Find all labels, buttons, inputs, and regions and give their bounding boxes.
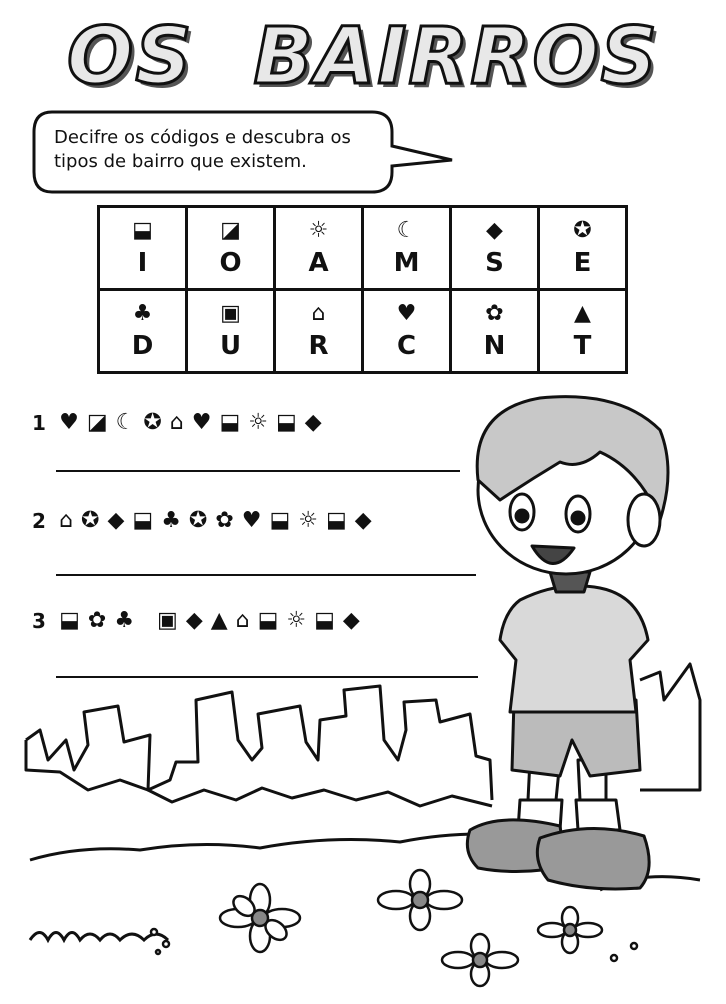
flowers	[151, 870, 637, 986]
cipher-letter: N	[483, 331, 506, 361]
cipher-cell	[187, 290, 275, 373]
cipher-cell	[363, 290, 451, 373]
cipher-letter: U	[219, 331, 242, 361]
boy-character	[467, 397, 668, 889]
puzzle-2	[32, 508, 380, 533]
heart-icon: ♥	[396, 301, 417, 326]
cipher-letter: E	[573, 248, 592, 278]
diagonal-square-icon: ◪	[220, 218, 241, 243]
half-filled-square-icon: ⬓	[132, 218, 153, 243]
cipher-cell	[363, 207, 451, 290]
puzzle-1	[32, 410, 330, 435]
cipher-table	[97, 205, 628, 374]
cipher-letter: M	[393, 248, 420, 278]
title-word-os: OS	[67, 12, 194, 102]
cipher-cell	[187, 207, 275, 290]
puzzle-number: 3	[32, 608, 46, 633]
page-title	[0, 12, 726, 102]
illustration	[0, 380, 726, 1004]
instruction-text: Decifre os códigos e descubra os tipos de bairro que existem.	[54, 127, 351, 172]
puzzle-code: ⬓✿♣ ▣◆▲⌂⬓☼⬓◆	[59, 608, 368, 633]
cipher-letter: R	[308, 331, 329, 361]
cipher-row-1	[99, 207, 627, 290]
club-icon: ♣	[132, 301, 153, 326]
cipher-cell	[451, 290, 539, 373]
triangle-icon: ▲	[574, 301, 591, 326]
moon-icon: ☾	[396, 218, 417, 243]
speech-bubble	[32, 110, 402, 190]
cipher-letter: A	[308, 248, 329, 278]
star-icon: ✪	[573, 218, 592, 243]
puzzle-code: ♥◪☾✪⌂♥⬓☼⬓◆	[59, 410, 330, 435]
puzzle-3	[32, 608, 368, 633]
cipher-letter: C	[396, 331, 417, 361]
title-word-bairros: BAIRROS	[253, 12, 659, 102]
cipher-letter: O	[219, 248, 242, 278]
cipher-letter: T	[573, 331, 592, 361]
answer-line-3[interactable]	[56, 676, 478, 678]
cipher-cell	[451, 207, 539, 290]
answer-line-2[interactable]	[56, 574, 476, 576]
cipher-row-2	[99, 290, 627, 373]
cipher-cell	[99, 290, 187, 373]
puzzle-number: 1	[32, 410, 46, 435]
puzzle-number: 2	[32, 508, 46, 533]
sun-icon: ☼	[308, 218, 329, 243]
house-icon: ⌂	[311, 301, 326, 326]
cipher-letter: I	[137, 248, 148, 278]
cipher-cell	[275, 290, 363, 373]
puzzle-code: ⌂✪◆⬓♣✪✿♥⬓☼⬓◆	[59, 508, 380, 533]
flower-icon: ✿	[485, 301, 504, 326]
cipher-letter: S	[485, 248, 504, 278]
floppy-disk-icon: ▣	[220, 301, 241, 326]
diamond-icon: ◆	[486, 218, 503, 243]
cipher-cell	[275, 207, 363, 290]
answer-line-1[interactable]	[56, 470, 460, 472]
cipher-letter: D	[131, 331, 154, 361]
cipher-cell	[539, 207, 627, 290]
cipher-cell	[99, 207, 187, 290]
cipher-cell	[539, 290, 627, 373]
